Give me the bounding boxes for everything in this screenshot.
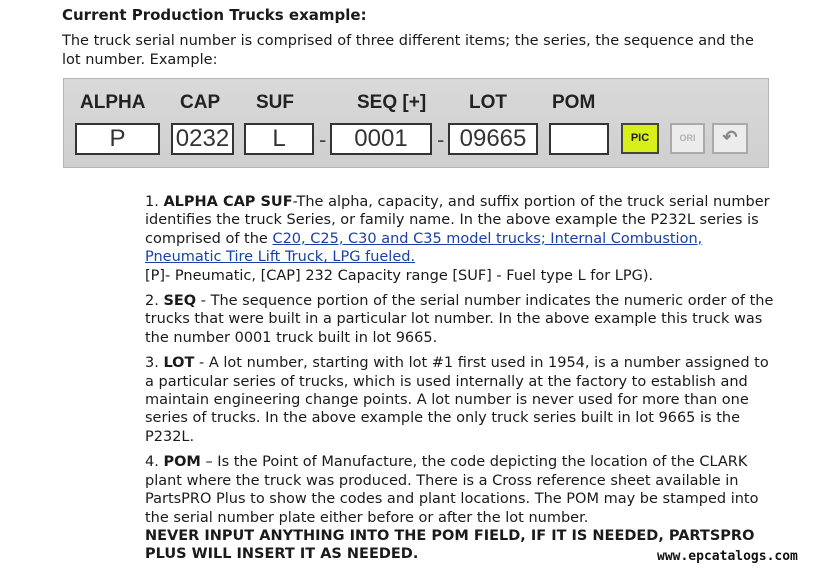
list-item — [145, 292, 775, 347]
item-number: 3. — [145, 355, 159, 372]
cap-field[interactable]: 0232 — [171, 123, 234, 155]
cap-label: CAP — [180, 92, 221, 113]
item-text: -The alpha, capacity, and suffix portion of the truck serial number identifies the truck Series, or family name. In the above example the P232L series is comprised of the — [145, 194, 770, 247]
separator-dash: - — [437, 127, 445, 152]
model-trucks-link[interactable]: C20, C25, C30 and C35 model trucks; Internal Combustion, Pneumatic Tire Lift Truck, LPG fueled. — [145, 230, 703, 266]
lot-label: LOT — [469, 92, 507, 113]
pom-field[interactable] — [549, 123, 609, 155]
item-text: [P]- Pneumatic, [CAP] 232 Capacity range [SUF] - Fuel type L for LPG). — [145, 267, 654, 284]
field-descriptions — [145, 193, 775, 571]
alpha-label: ALPHA — [80, 92, 146, 113]
list-item — [145, 453, 775, 563]
suf-label: SUF — [256, 92, 294, 113]
item-term: POM — [163, 454, 201, 471]
page-heading: Current Production Trucks example: — [62, 6, 367, 24]
item-term: SEQ — [163, 293, 197, 310]
list-item — [145, 354, 775, 446]
list-item — [145, 193, 775, 285]
item-term: ALPHA CAP SUF — [163, 194, 293, 210]
item-term: LOT — [163, 355, 195, 372]
intro-paragraph: The truck serial number is comprised of three different items; the series, the sequence and the lot number. Example: — [62, 33, 754, 68]
item-text: - The sequence portion of the serial number indicates the numeric order of the trucks that were built in a particular lot number. In the above example this truck was the number 0001 truck built in lot 9665. — [145, 293, 774, 346]
separator-dash: - — [319, 127, 327, 152]
ori-button[interactable]: ORI — [670, 123, 705, 154]
item-text: – Is the Point of Manufacture, the code depicting the location of the CLARK plant where the truck was produced. There is a Cross reference sheet available in PartsPRO Plus to show the codes and plant locations. The POM may be stamped into the serial number plate either before or after the lot number. — [145, 454, 759, 526]
item-number: 1. — [145, 194, 159, 210]
item-number: 2. — [145, 293, 159, 310]
item-text: - A lot number, starting with lot #1 first used in 1954, is a number assigned to a particular series of trucks, which is used internally at the factory to establish and maintain engineering change points. A lot number is never used for more than one series of trucks. In the above example the only truck series built in lot 9665 is the P232L. — [145, 355, 769, 445]
seq-field[interactable]: 0001 — [330, 123, 432, 155]
serial-number-form — [63, 78, 769, 168]
undo-arrow-icon[interactable]: ↶ — [712, 123, 748, 154]
watermark: www.epcatalogs.com — [657, 549, 798, 564]
pic-button[interactable]: PIC — [621, 123, 659, 154]
suf-field[interactable]: L — [244, 123, 314, 155]
seq-label: SEQ [+] — [357, 92, 427, 113]
pom-label: POM — [552, 92, 596, 113]
pom-warning: NEVER INPUT ANYTHING INTO THE POM FIELD, IF IT IS NEEDED, PARTSPRO PLUS WILL INSERT IT AS NEEDED. — [145, 527, 755, 563]
lot-field[interactable]: 09665 — [448, 123, 538, 155]
item-number: 4. — [145, 454, 159, 471]
alpha-field[interactable]: P — [75, 123, 160, 155]
